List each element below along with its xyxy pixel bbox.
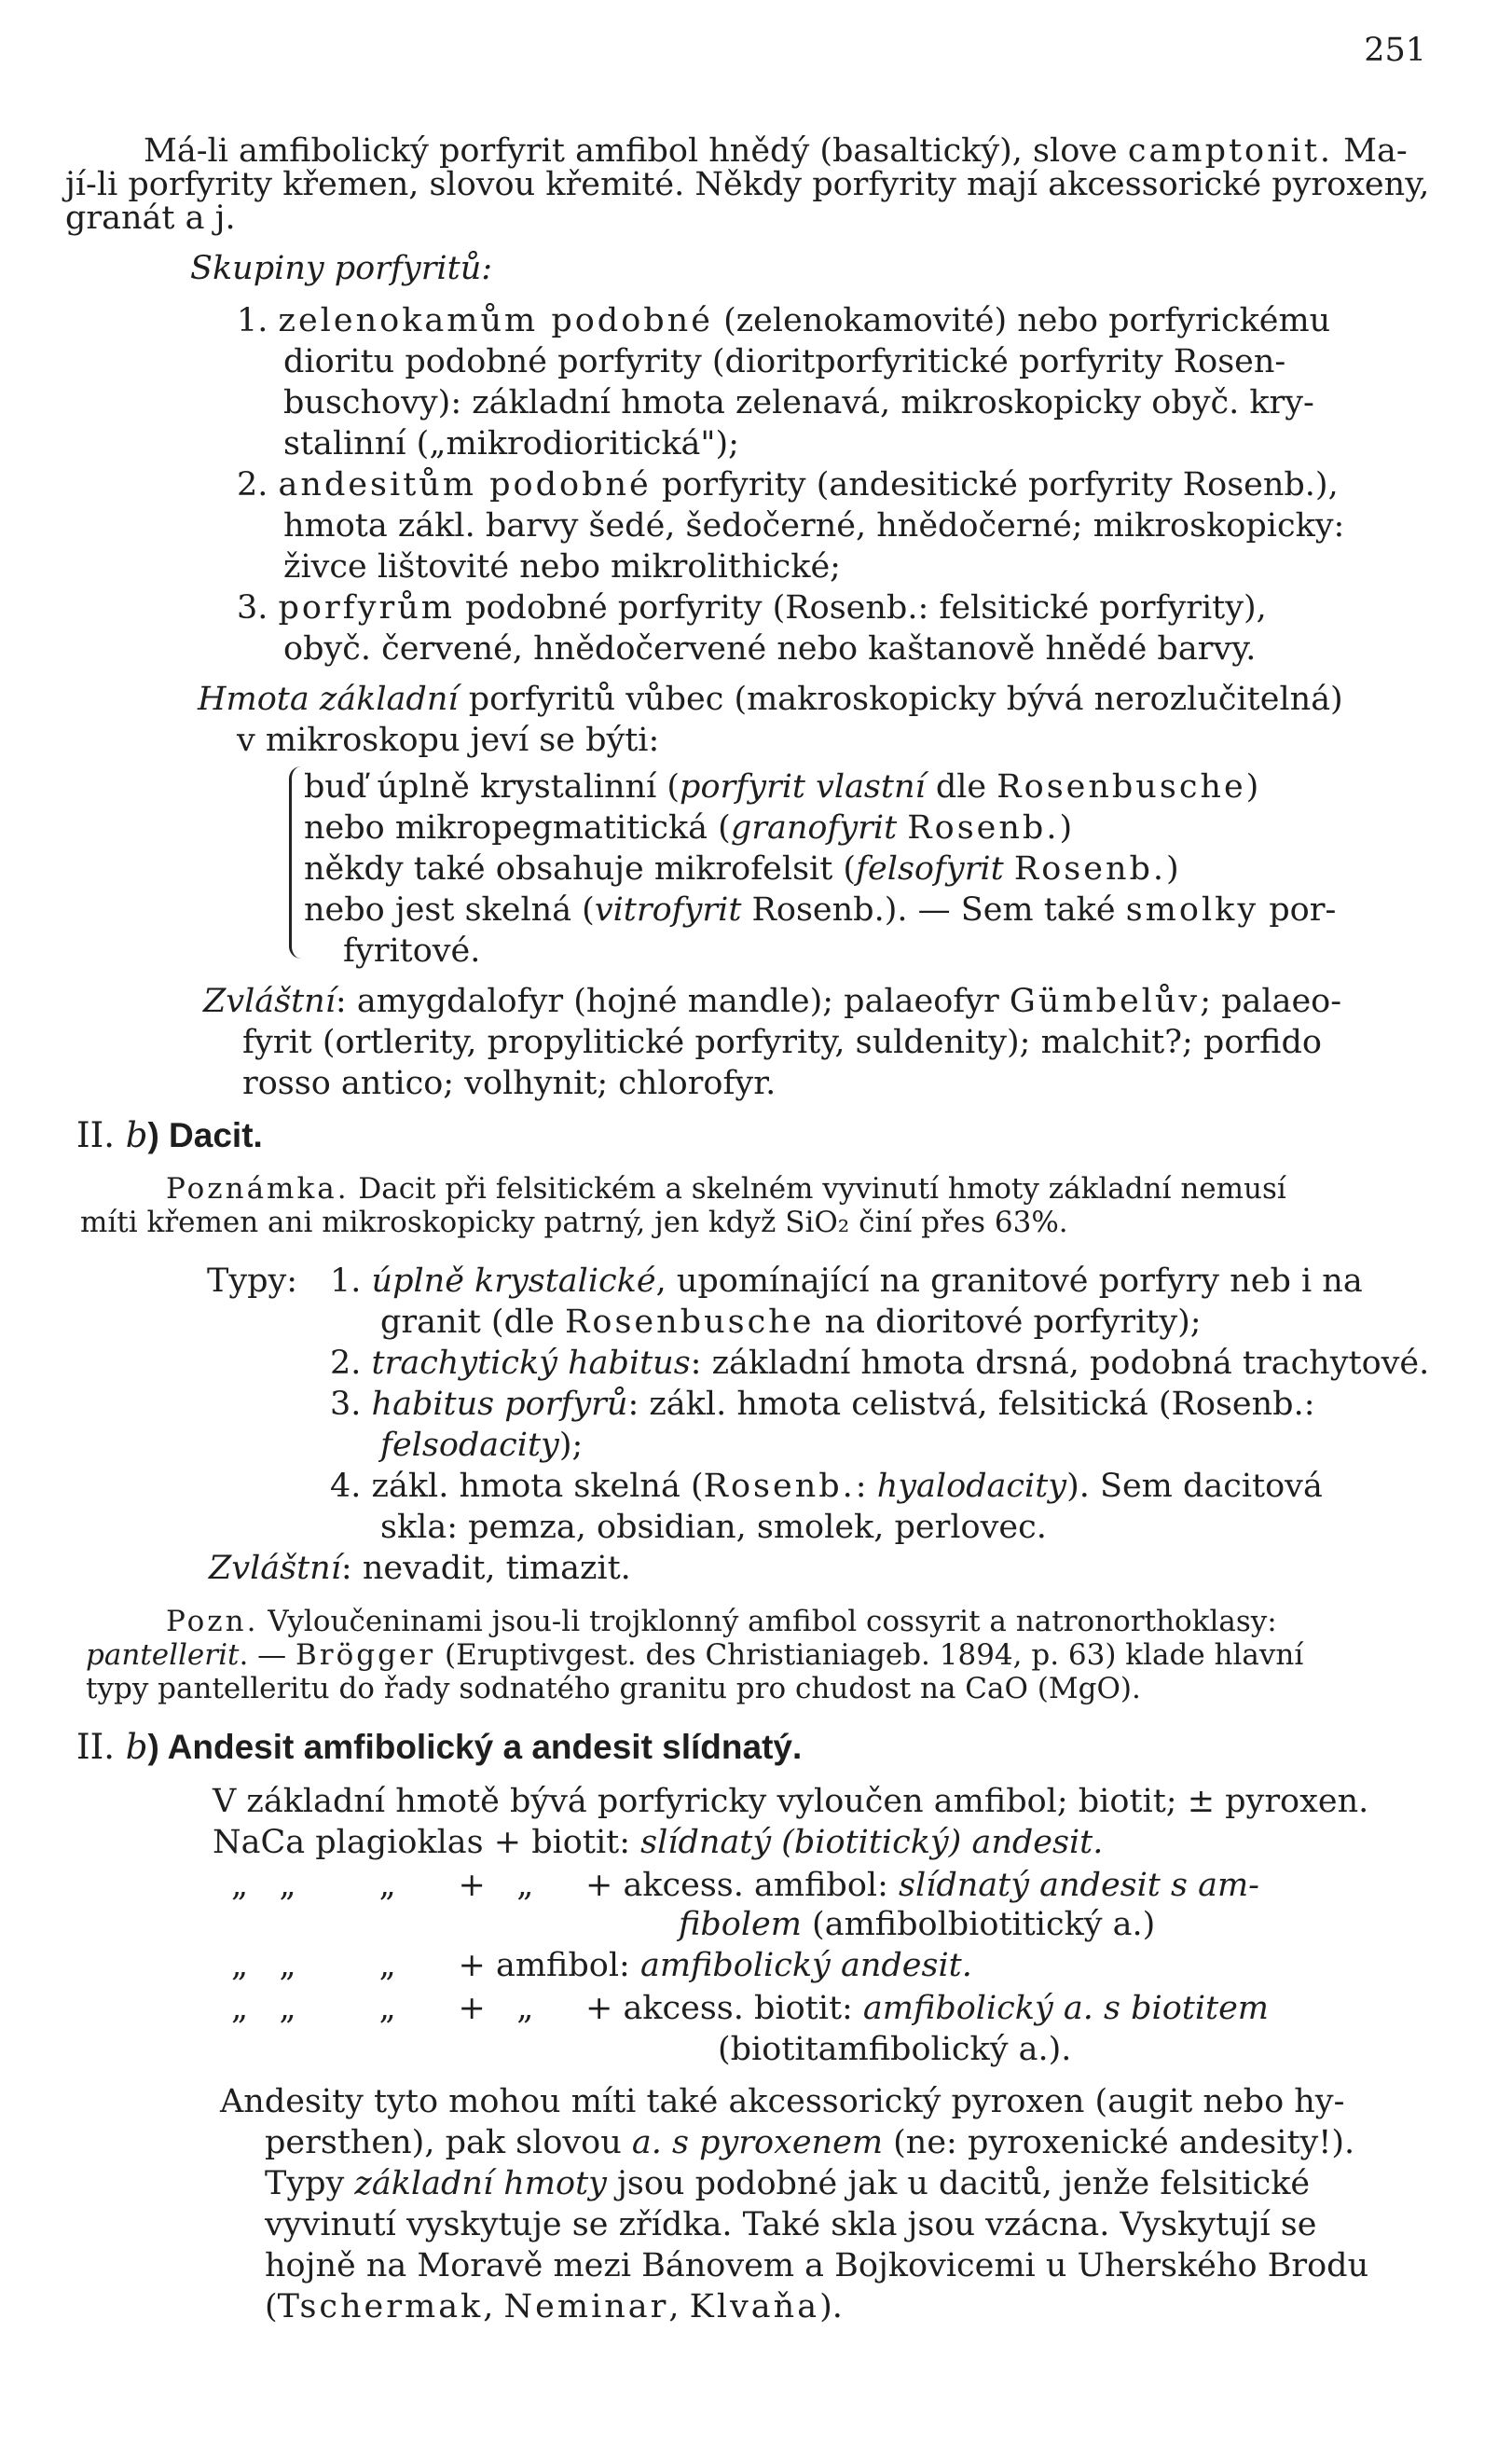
pozn-line-1: Pozn. Vyloučeninami jsou-li trojklonný amfibol cossyrit a natronorthoklasy: bbox=[166, 1605, 1277, 1638]
andesit-line-1: V základní hmotě bývá porfyricky vyloučen amfibol; biotit; ± pyroxen. bbox=[213, 1783, 1369, 1820]
dacit-note-line-1: Poznámka. Dacit při felsitickém a skelném vyvinutí hmoty základní nemusí bbox=[166, 1172, 1286, 1206]
group-1-line-3: buschovy): základní hmota zelenavá, mikroskopicky obyč. kry- bbox=[283, 384, 1314, 421]
andesit-row-1: NaCa plagioklas + biotit: slídnatý (biotitický) andesit. bbox=[213, 1824, 1104, 1861]
group-1-line-2: dioritu podobné porfyrity (dioritporfyritické porfyrity Rosen- bbox=[283, 343, 1286, 380]
group-2-line-1: 2. andesitům podobné porfyrity (andesitické porfyrity Rosenb.), bbox=[237, 466, 1339, 504]
dacit-note-line-2: míti křemen ani mikroskopicky patrný, jen když SiO₂ činí přes 63%. bbox=[80, 1206, 1068, 1239]
special-line-1: Zvláštní: amygdalofyr (hojné mandle); palaeofyr Gümbelův; palaeo- bbox=[203, 983, 1342, 1020]
intro-line-2: jí-li porfyrity křemen, slovou křemité. Někdy porfyrity mají akcessorické pyroxeny, bbox=[65, 166, 1430, 203]
type-3-line-2: felsodacity); bbox=[380, 1427, 584, 1464]
type-4-line-1: 4. zákl. hmota skelná (Rosenb.: hyalodacity). Sem dacitová bbox=[330, 1468, 1323, 1505]
special-line-2: fyrit (ortlerity, propylitické porfyrity, suldenity); malchit?; porfido bbox=[242, 1024, 1322, 1061]
type-1-line-2: granit (dle Rosenbusche na dioritové porfyrity); bbox=[380, 1304, 1202, 1341]
type-2-line: 2. trachytický habitus: základní hmota drsná, podobná trachytové. bbox=[330, 1345, 1430, 1382]
types-label: Typy: bbox=[207, 1262, 298, 1300]
group-2-line-3: živce lištovité nebo mikrolithické; bbox=[283, 548, 841, 586]
groundmass-item-4: nebo jest skelná (vitrofyrit Rosenb.). — Sem také smolky por- bbox=[304, 891, 1337, 929]
type-4-line-2: skla: pemza, obsidian, smolek, perlovec. bbox=[380, 1509, 1047, 1546]
page-number: 251 bbox=[1364, 32, 1426, 69]
andesit-para-line-2: persthen), pak slovou a. s pyroxenem (ne: pyroxenické andesity!). bbox=[265, 2124, 1355, 2161]
group-1-line-1: 1. zelenokamům podobné (zelenokamovité) nebo porfyrickému bbox=[237, 302, 1331, 339]
group-1-line-4: stalinní („mikrodioritická"); bbox=[283, 425, 739, 462]
andesit-para-line-1: Andesity tyto mohou míti také akcessorický pyroxen (augit nebo hy- bbox=[220, 2083, 1345, 2120]
group-3-line-1: 3. porfyrům podobné porfyrity (Rosenb.: felsitické porfyrity), bbox=[237, 589, 1267, 627]
types-special: Zvláštní: nevadit, timazit. bbox=[209, 1550, 631, 1587]
type-3-line-1: 3. habitus porfyrů: zákl. hmota celistvá, felsitická (Rosenb.: bbox=[330, 1386, 1315, 1423]
groundmass-item-1: buď úplně krystalinní (porfyrit vlastní dle Rosenbusche) bbox=[304, 768, 1259, 806]
group-2-line-2: hmota zákl. barvy šedé, šedočerné, hnědočerné; mikroskopicky: bbox=[283, 507, 1345, 545]
andesit-para-line-4: vyvinutí vyskytuje se zřídka. Také skla jsou vzácna. Vyskytují se bbox=[265, 2206, 1317, 2243]
groups-heading: Skupiny porfyritů: bbox=[190, 250, 493, 287]
groundmass-line-1: Hmota základní porfyritů vůbec (makroskopicky bývá nerozlučitelná) bbox=[198, 681, 1343, 718]
andesit-row-2-cont: fibolem (amfibolbiotitický a.) bbox=[679, 1906, 1156, 1943]
groundmass-item-4-cont: fyritové. bbox=[343, 932, 481, 970]
pozn-line-2: pantellerit. — Brögger (Eruptivgest. des Christianiageb. 1894, p. 63) klade hlavní bbox=[86, 1638, 1304, 1672]
pozn-line-3: typy pantelleritu do řady sodnatého granitu pro chudost na CaO (MgO). bbox=[86, 1672, 1141, 1705]
groundmass-item-2: nebo mikropegmatitická (granofyrit Rosenb.) bbox=[304, 809, 1073, 847]
intro-line-1: Má-li amfibolický porfyrit amfibol hnědý (basaltický), slove camptonit. Ma- bbox=[144, 132, 1408, 170]
andesit-heading: II. b) Andesit amfibolický a andesit slídnatý. bbox=[76, 1727, 803, 1767]
andesit-row-3: „ „ „ + amfibol: amfibolický andesit. bbox=[231, 1947, 972, 1984]
intro-line-3: granát a j. bbox=[65, 200, 236, 237]
andesit-row-4-cont: (biotitamfibolický a.). bbox=[718, 2031, 1072, 2068]
andesit-row-2: „ „ „ + „ + akcess. amfibol: slídnatý andesit s am- bbox=[231, 1867, 1259, 1904]
type-1-line-1: 1. úplně krystalické, upomínající na granitové porfyry neb i na bbox=[330, 1262, 1363, 1300]
special-line-3: rosso antico; volhynit; chlorofyr. bbox=[242, 1065, 777, 1102]
groundmass-line-2: v mikroskopu jeví se býti: bbox=[237, 722, 660, 759]
andesit-para-line-5: hojně na Moravě mezi Bánovem a Bojkovicemi u Uherského Brodu bbox=[265, 2247, 1369, 2284]
group-3-line-2: obyč. červené, hnědočervené nebo kaštanově hnědé barvy. bbox=[283, 630, 1257, 668]
andesit-para-line-6: (Tschermak, Neminar, Klvaňa). bbox=[265, 2288, 843, 2325]
brace-left-lower bbox=[289, 847, 301, 959]
andesit-row-4: „ „ „ + „ + akcess. biotit: amfibolický a. s biotitem bbox=[231, 1990, 1269, 2027]
dacit-heading: II. b) Dacit. bbox=[76, 1115, 263, 1155]
groundmass-item-3: někdy také obsahuje mikrofelsit (felsofyrit Rosenb.) bbox=[304, 850, 1179, 888]
andesit-para-line-3: Typy základní hmoty jsou podobné jak u dacitů, jenže felsitické bbox=[265, 2165, 1311, 2202]
